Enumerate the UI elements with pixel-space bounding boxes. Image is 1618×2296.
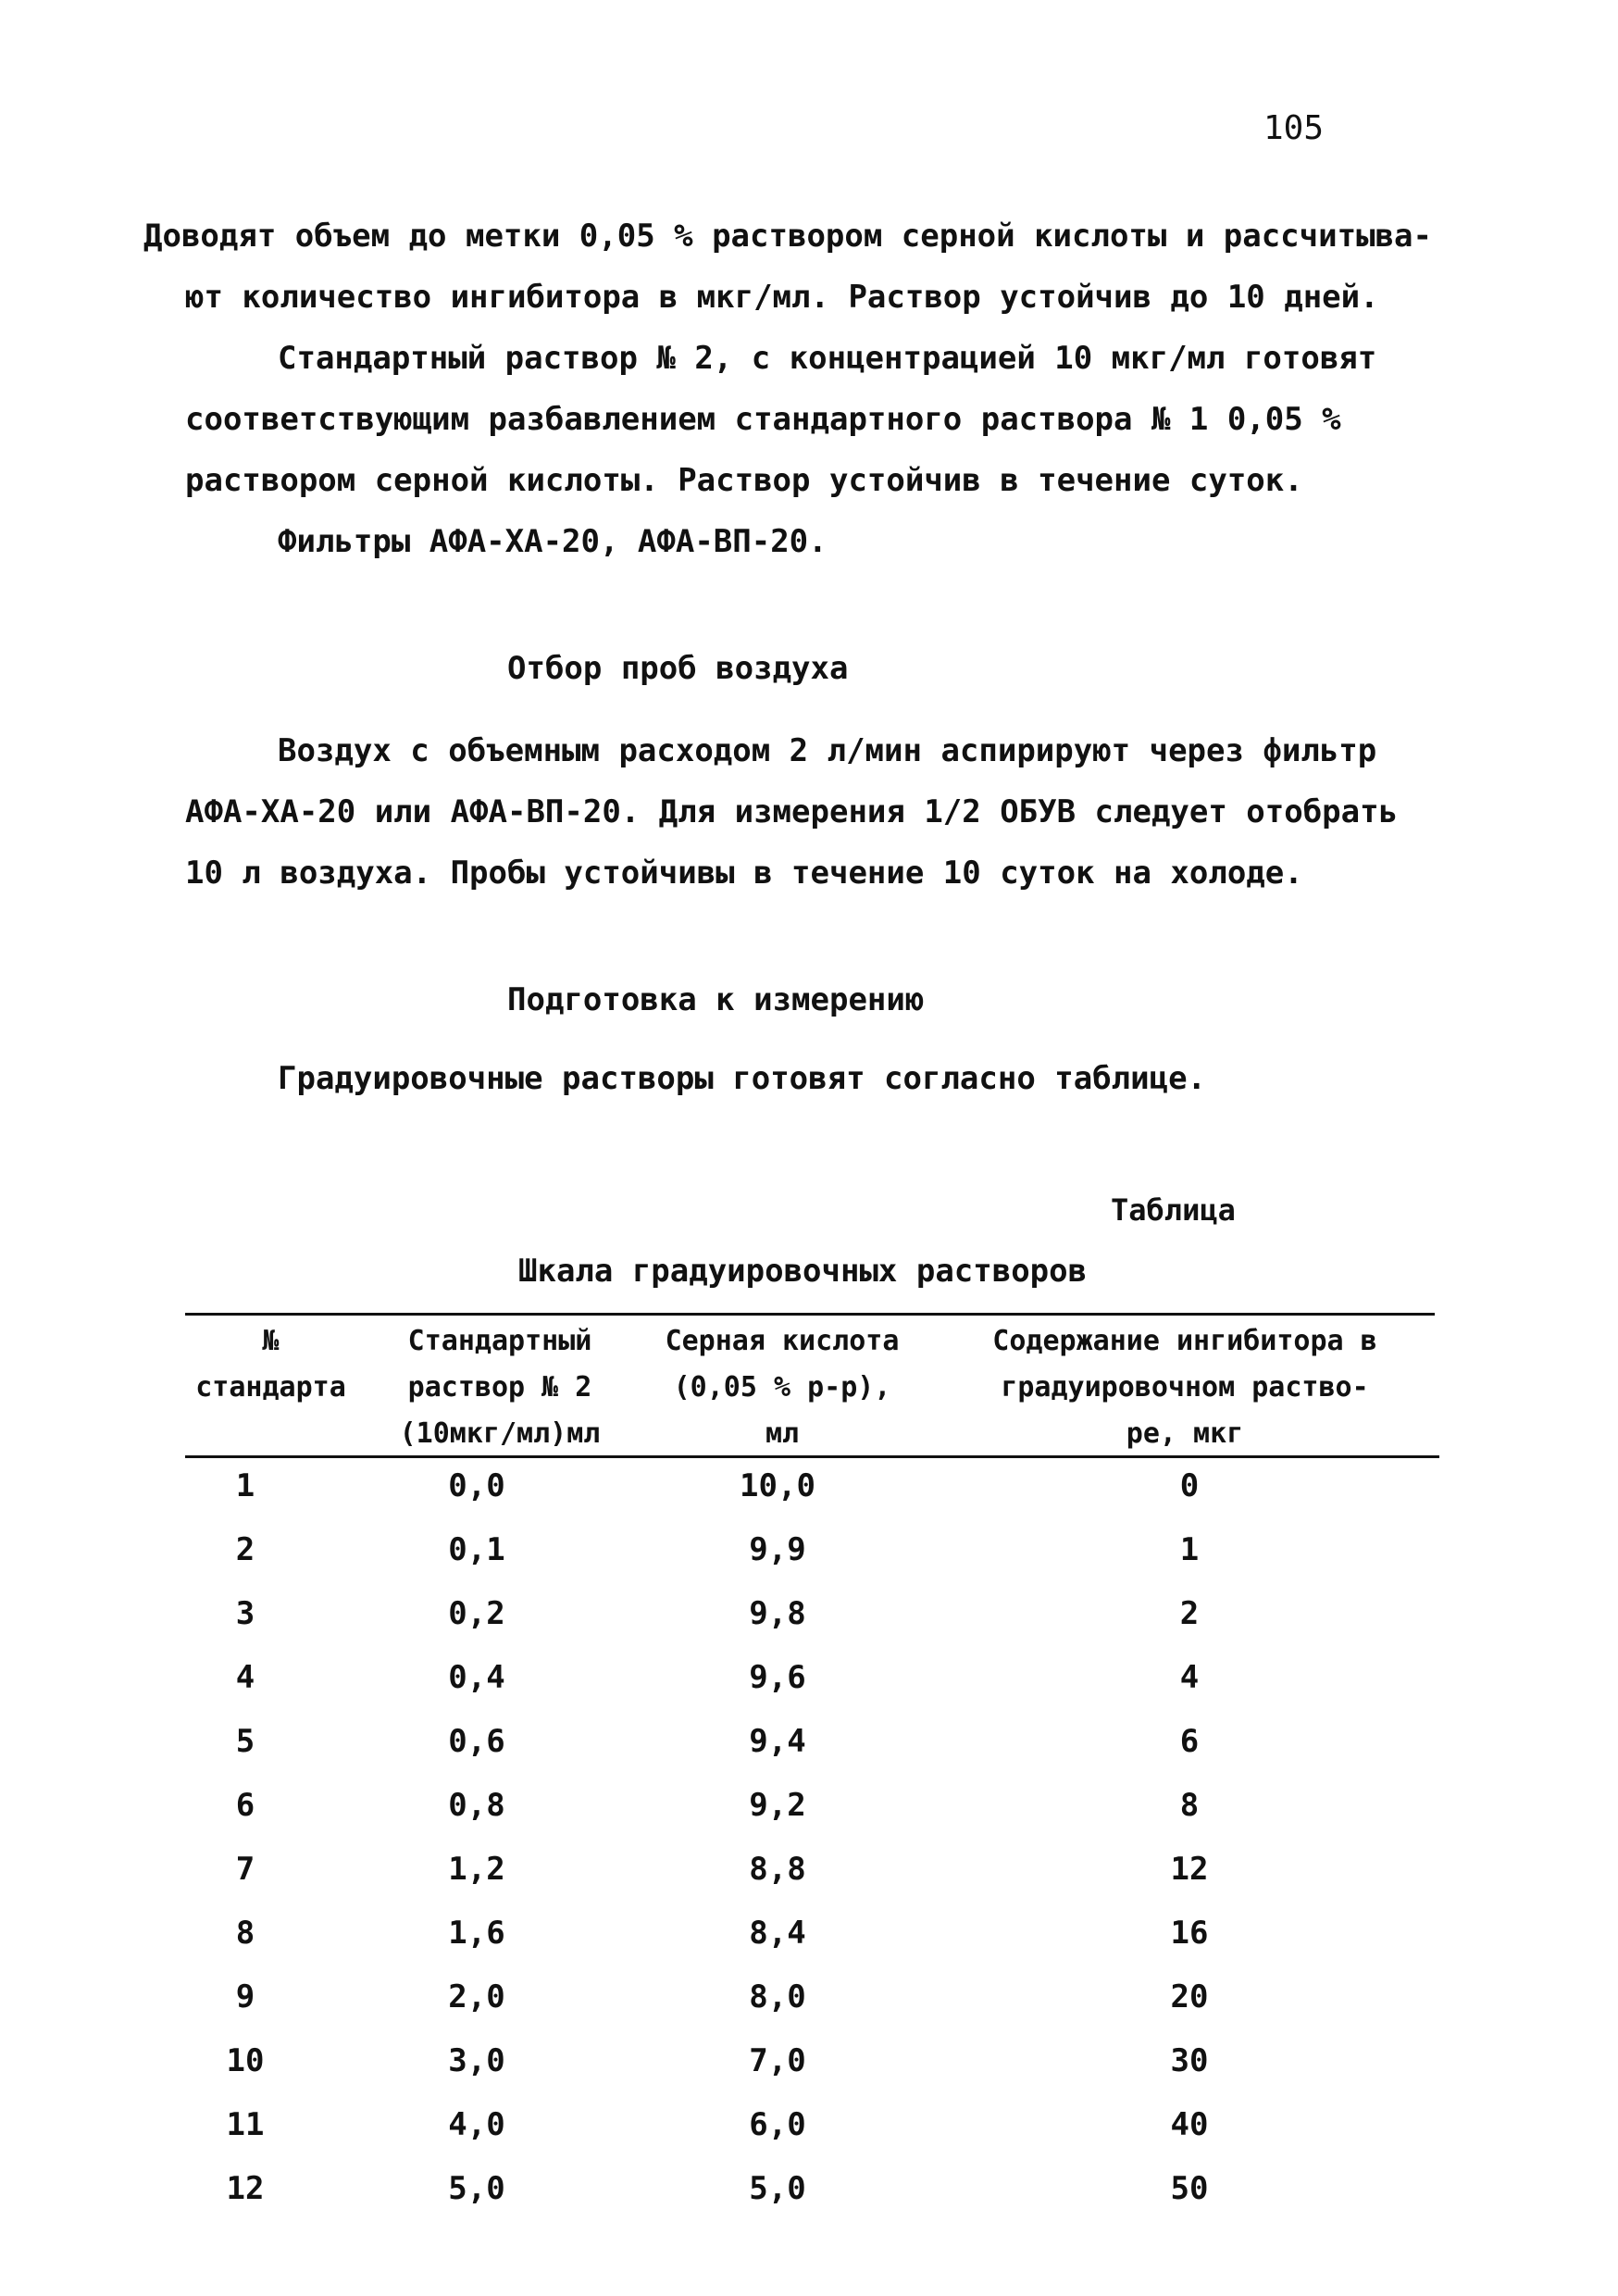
table-row	[185, 2042, 1462, 2106]
paragraph-intro	[143, 206, 1432, 328]
section-heading-preparation: Подготовка к измерению	[507, 981, 925, 1018]
table-row	[185, 1723, 1462, 1787]
table-row	[185, 1595, 1462, 1659]
cell-inhibitor-content: 8	[1179, 1787, 1200, 1824]
header-line: Содержание ингибитора в	[992, 1325, 1377, 1357]
cell-standard-volume: 0,6	[448, 1723, 505, 1760]
cell-acid-volume: 5,0	[749, 2170, 806, 2207]
cell-inhibitor-content: 4	[1179, 1659, 1200, 1696]
cell-inhibitor-content: 30	[1170, 2042, 1209, 2079]
text-line: ют количество ингибитора в мкг/мл. Раствор устойчив до 10 дней.	[185, 279, 1379, 316]
text-line: АФА-ХА-20 или АФА-ВП-20. Для измерения 1/2 ОБУВ следует отобрать	[185, 793, 1399, 830]
table-row	[185, 1467, 1462, 1531]
table-top-rule	[185, 1313, 1435, 1316]
cell-inhibitor-content: 1	[1179, 1531, 1200, 1568]
text-line: 10 л воздуха. Пробы устойчивы в течение 10 суток на холоде.	[185, 855, 1303, 892]
cell-inhibitor-content: 2	[1179, 1595, 1200, 1632]
cell-inhibitor-content: 12	[1170, 1851, 1209, 1888]
cell-acid-volume: 8,4	[749, 1915, 806, 1952]
header-line: (0,05 % р-р),	[673, 1371, 891, 1404]
cell-standard-volume: 2,0	[448, 1978, 505, 2015]
cell-number: 7	[235, 1851, 255, 1888]
text-line: раствором серной кислоты. Раствор устойчив в течение суток.	[185, 462, 1303, 499]
header-standard-number	[171, 1318, 370, 1411]
text-line: Стандартный раствор № 2, с концентрацией 10 мкг/мл готовят	[278, 340, 1377, 377]
header-standard-solution	[370, 1318, 629, 1457]
header-line: ре, мкг	[1126, 1417, 1244, 1450]
table-title: Шкала градуировочных растворов	[518, 1253, 1088, 1290]
header-line: градуировочном раство-	[1001, 1371, 1369, 1404]
section-heading-air-sampling: Отбор проб воздуха	[507, 650, 849, 687]
cell-standard-volume: 0,2	[448, 1595, 505, 1632]
header-line: стандарта	[195, 1371, 346, 1404]
cell-inhibitor-content: 50	[1170, 2170, 1209, 2207]
paragraph-standard-solution	[185, 328, 1376, 572]
cell-number: 5	[235, 1723, 255, 1760]
cell-acid-volume: 6,0	[749, 2106, 806, 2143]
header-inhibitor-content	[935, 1318, 1435, 1457]
table-row	[185, 1978, 1462, 2042]
text-line: Фильтры АФА-ХА-20, АФА-ВП-20.	[278, 523, 828, 560]
table-body	[185, 1467, 1462, 2234]
table-row	[185, 1851, 1462, 1915]
cell-number: 10	[226, 2042, 265, 2079]
cell-acid-volume: 9,4	[749, 1723, 806, 1760]
table-row	[185, 2170, 1462, 2234]
cell-number: 2	[235, 1531, 255, 1568]
cell-acid-volume: 8,8	[749, 1851, 806, 1888]
cell-inhibitor-content: 40	[1170, 2106, 1209, 2143]
cell-standard-volume: 5,0	[448, 2170, 505, 2207]
cell-standard-volume: 1,2	[448, 1851, 505, 1888]
cell-inhibitor-content: 6	[1179, 1723, 1200, 1760]
preparation-text: Градуировочные растворы готовят согласно таблице.	[278, 1060, 1207, 1097]
cell-standard-volume: 4,0	[448, 2106, 505, 2143]
cell-standard-volume: 0,4	[448, 1659, 505, 1696]
cell-acid-volume: 9,6	[749, 1659, 806, 1696]
cell-number: 3	[235, 1595, 255, 1632]
page-number: 105	[1263, 109, 1325, 147]
header-line: раствор № 2	[407, 1371, 592, 1404]
cell-number: 8	[235, 1915, 255, 1952]
table-row	[185, 2106, 1462, 2170]
cell-number: 1	[235, 1467, 255, 1504]
table-header-rule	[185, 1455, 1439, 1458]
cell-standard-volume: 0,0	[448, 1467, 505, 1504]
cell-standard-volume: 1,6	[448, 1915, 505, 1952]
header-line: мл	[765, 1417, 800, 1450]
table-label: Таблица	[1111, 1192, 1236, 1228]
cell-number: 11	[226, 2106, 265, 2143]
cell-standard-volume: 0,1	[448, 1531, 505, 1568]
header-line: Серная кислота	[665, 1325, 900, 1357]
cell-number: 6	[235, 1787, 255, 1824]
table-row	[185, 1531, 1462, 1595]
header-line: №	[262, 1325, 280, 1357]
header-line: (10мкг/мл)мл	[399, 1417, 601, 1450]
cell-standard-volume: 0,8	[448, 1787, 505, 1824]
header-sulfuric-acid	[639, 1318, 926, 1457]
text-line: Воздух с объемным расходом 2 л/мин аспирируют через фильтр	[278, 732, 1377, 769]
cell-inhibitor-content: 0	[1179, 1467, 1200, 1504]
header-line: Стандартный	[407, 1325, 592, 1357]
table-row	[185, 1787, 1462, 1851]
cell-acid-volume: 7,0	[749, 2042, 806, 2079]
cell-standard-volume: 3,0	[448, 2042, 505, 2079]
text-line: Доводят объем до метки 0,05 % раствором серной кислоты и рассчитыва-	[143, 218, 1432, 255]
cell-inhibitor-content: 20	[1170, 1978, 1209, 2015]
cell-number: 4	[235, 1659, 255, 1696]
cell-number: 9	[235, 1978, 255, 2015]
table-row	[185, 1659, 1462, 1723]
cell-inhibitor-content: 16	[1170, 1915, 1209, 1952]
text-line: соответствующим разбавлением стандартного раствора № 1 0,05 %	[185, 401, 1341, 438]
cell-acid-volume: 9,9	[749, 1531, 806, 1568]
paragraph-air-sampling	[185, 720, 1398, 904]
cell-acid-volume: 8,0	[749, 1978, 806, 2015]
cell-acid-volume: 9,2	[749, 1787, 806, 1824]
cell-acid-volume: 10,0	[740, 1467, 815, 1504]
cell-number: 12	[226, 2170, 265, 2207]
table-row	[185, 1915, 1462, 1978]
cell-acid-volume: 9,8	[749, 1595, 806, 1632]
